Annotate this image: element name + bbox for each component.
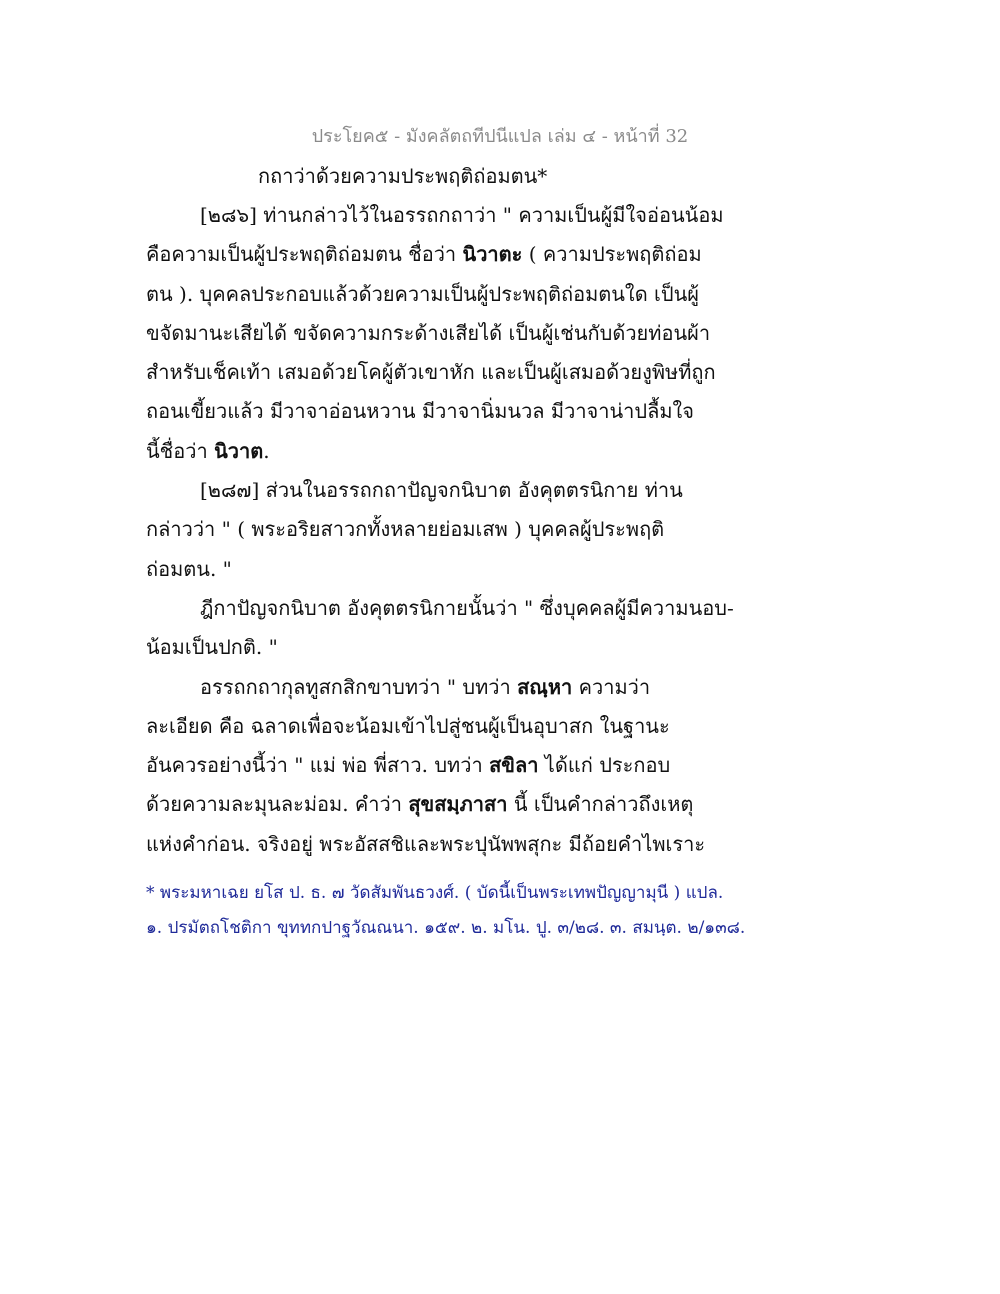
text-segment: ( ความประพฤติถ่อม: [522, 242, 702, 267]
text-segment: ละเอียด คือ ฉลาดเพื่อจะน้อมเข้าไปสู่ชนผู้เป็นอุบาสก ในฐานะ: [146, 713, 670, 738]
footnotes: [146, 876, 906, 946]
text-segment: ขจัดมานะเสียได้ ขจัดความกระด้างเสียได้ เป็นผู้เช่นกับด้วยท่อนผ้า: [146, 320, 711, 345]
text-segment: ได้แก่ ประกอบ: [538, 753, 671, 778]
body-line: [146, 392, 866, 431]
body-line: [146, 432, 866, 471]
text-segment: [๒๘๗] ส่วนในอรรถกถาปัญจกนิบาต อังคุตตรนิกาย ท่าน: [200, 478, 683, 503]
text-segment: ถอนเขี้ยวแล้ว มีวาจาอ่อนหวาน มีวาจานิ่มนวล มีวาจาน่าปลื้มใจ: [146, 399, 695, 424]
body-line: [146, 589, 866, 628]
text-segment: .: [263, 438, 270, 463]
body-line: [146, 825, 866, 864]
text-segment: แห่งคำก่อน. จริงอยู่ พระอัสสชิและพระปุนัพพสุกะ มีถ้อยคำไพเราะ: [146, 831, 706, 856]
bold-term: สขิลา: [489, 753, 539, 778]
text-segment: ความว่า: [572, 674, 651, 699]
page-header: ประโยค๕ - มังคลัตถทีปนีแปล เล่ม ๔ - หน้าที่ 32: [311, 126, 689, 147]
body-line: [146, 196, 866, 235]
text-segment: สำหรับเช็คเท้า เสมอด้วยโคผู้ตัวเขาหัก และเป็นผู้เสมอด้วยงูพิษที่ถูก: [146, 360, 716, 385]
text-segment: นี้ เป็นคำกล่าวถึงเหตุ: [507, 792, 694, 817]
text-segment: ตน ). บุคคลประกอบแล้วด้วยความเป็นผู้ประพฤติถ่อมตนใด เป็นผู้: [146, 281, 699, 306]
bold-term: สณฺหา: [517, 674, 573, 699]
body-line: [146, 353, 866, 392]
body-line: [146, 746, 866, 785]
body-line: [146, 785, 866, 824]
body-line: [146, 628, 866, 667]
text-segment: [๒๘๖] ท่านกล่าวไว้ในอรรถกถาว่า " ความเป็นผู้มีใจอ่อนน้อม: [200, 203, 724, 227]
body-line: [146, 550, 866, 589]
body-line: [146, 314, 866, 353]
bold-term: นิวาตะ: [462, 242, 523, 267]
footnote-line: * พระมหาเฉย ยโส ป. ธ. ๗ วัดสัมพันธวงศ์. ( บัดนี้เป็นพระเทพปัญญามุนี ) แปล.: [146, 883, 724, 903]
text-segment: ฎีกาปัญจกนิบาต อังคุตตรนิกายนั้นว่า " ซึ่งบุคคลผู้มีความนอบ-: [200, 595, 734, 620]
body-line: [146, 668, 866, 707]
body-line: [146, 235, 866, 274]
body-line: [146, 275, 866, 314]
footnote-line: ๑. ปรมัตถโชติกา ขุททกปาฐวัณณนา. ๑๕๙. ๒. มโน. ปู. ๓/๒๘. ๓. สมนฺต. ๒/๑๓๘.: [146, 918, 746, 938]
body-line: [146, 510, 866, 549]
text-segment: ด้วยความละมุนละม่อม. คำว่า: [146, 792, 409, 817]
text-segment: อันควรอย่างนี้ว่า " แม่ พ่อ พี่สาว. บทว่า: [146, 753, 490, 778]
text-segment: คือความเป็นผู้ประพฤติถ่อมตน ชื่อว่า: [146, 242, 463, 267]
bold-term: สุขสมฺภาสา: [408, 792, 508, 817]
text-segment: น้อมเป็นปกติ. ": [146, 635, 278, 660]
body-text: [146, 196, 866, 864]
body-line: [146, 707, 866, 746]
text-segment: นี้ชื่อว่า: [146, 438, 215, 463]
section-title: กถาว่าด้วยความประพฤติถ่อมตน*: [258, 164, 548, 188]
text-segment: กล่าวว่า " ( พระอริยสาวกทั้งหลายย่อมเสพ ) บุคคลผู้ประพฤติ: [146, 517, 665, 542]
text-segment: อรรถกถากุลทูสกสิกขาบทว่า " บทว่า: [200, 674, 518, 699]
bold-term: นิวาต: [214, 438, 264, 463]
text-segment: ถ่อมตน. ": [146, 556, 232, 581]
body-line: [146, 471, 866, 510]
